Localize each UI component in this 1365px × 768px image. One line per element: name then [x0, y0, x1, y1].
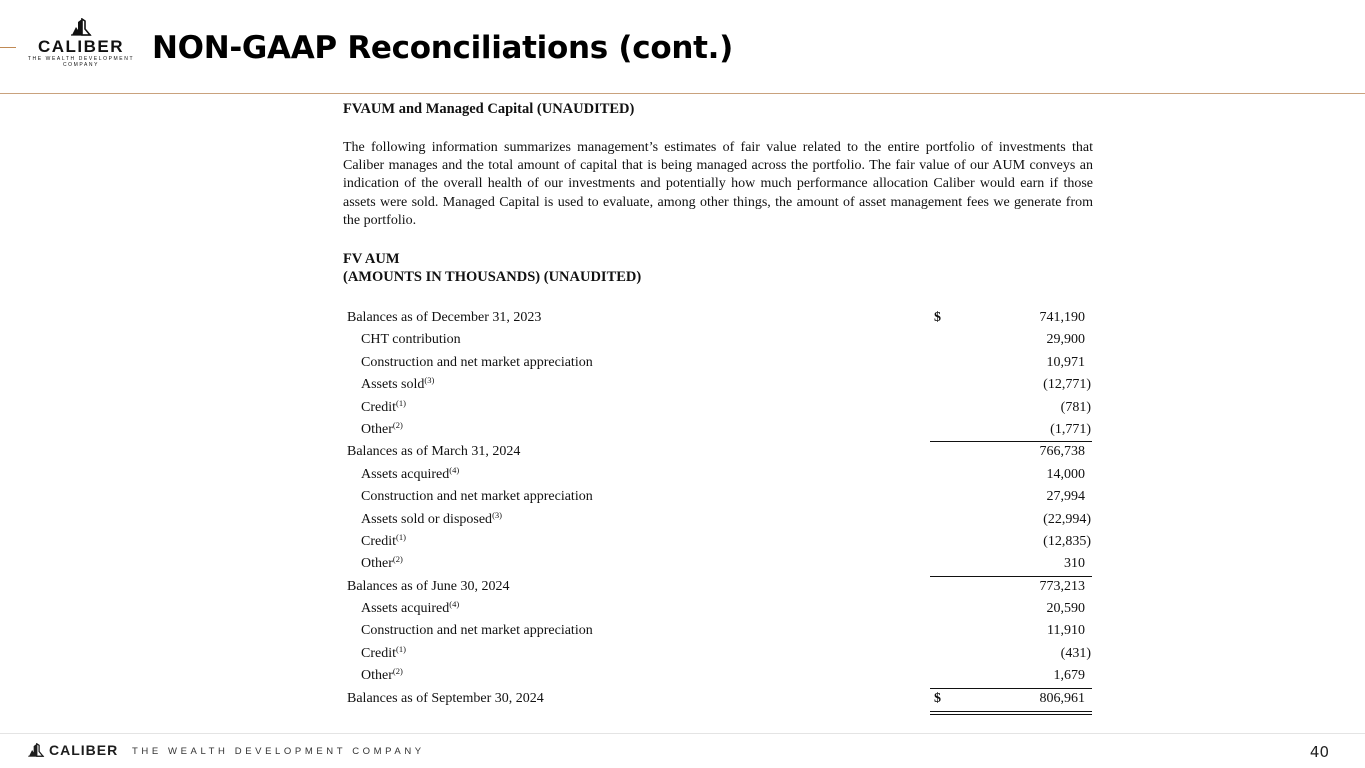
row-label — [361, 623, 593, 639]
row-label — [347, 444, 520, 460]
row-value: 1,679 — [1053, 668, 1085, 684]
footnote-marker: (1) — [396, 397, 406, 408]
row-label-text: Balances as of June 30, 2024 — [347, 578, 510, 594]
table-row — [343, 397, 1093, 419]
footnote-marker: (2) — [392, 419, 403, 430]
table-row — [343, 598, 1093, 620]
table-row — [343, 329, 1093, 351]
page-title: NON-GAAP Reconciliations (cont.) — [152, 30, 733, 66]
subtotal-rule — [930, 576, 1092, 577]
row-value: (1,771) — [1050, 421, 1091, 437]
row-label — [361, 668, 403, 684]
row-label — [361, 509, 502, 528]
footer-wordmark: CALIBER — [49, 742, 119, 758]
logo-tagline: THE WEALTH DEVELOPMENT — [27, 56, 135, 62]
row-label-text: Other — [361, 668, 393, 684]
balance-row — [343, 688, 1093, 710]
section-title: FVAUM and Managed Capital (UNAUDITED) — [343, 101, 635, 117]
header-divider — [0, 93, 1365, 94]
row-value: (12,835) — [1043, 533, 1091, 549]
row-label-text: Credit — [361, 533, 396, 549]
footnote-marker: (1) — [396, 531, 406, 542]
dollar-sign: $ — [934, 690, 941, 706]
row-label — [361, 643, 406, 662]
row-label — [361, 464, 460, 483]
row-value: (22,994) — [1043, 511, 1091, 527]
row-label-text: CHT contribution — [361, 332, 461, 348]
table-row — [343, 486, 1093, 508]
intro-paragraph: The following information summarizes management’s estimates of fair value related to the entire portfolio of investments that Caliber manages and the total amount of capital that is being managed across the portfolio. The fair value of our AUM conveys an indication of the overall health of our investments and potentially how much performance allocation Caliber would earn if those assets were sold. Managed Capital is used to evaluate, among other things, the amount of asset management fees we generate from the portfolio. — [343, 140, 1093, 228]
footnote-marker: (3) — [492, 509, 502, 520]
footer-divider — [0, 733, 1365, 734]
row-value: 741,190 — [1039, 310, 1085, 325]
row-value: 10,971 — [1046, 354, 1085, 370]
row-label — [361, 355, 593, 371]
table-row — [343, 509, 1093, 531]
footnote-marker: (2) — [392, 554, 403, 565]
footnote-marker: (1) — [396, 643, 406, 654]
row-label-text: Assets sold — [361, 377, 425, 393]
fv-aum-table — [343, 307, 1093, 710]
table-row — [343, 419, 1093, 441]
balance-row — [343, 307, 1093, 329]
table-subtitle: (AMOUNTS IN THOUSANDS) (UNAUDITED) — [343, 269, 642, 286]
row-label-text: Credit — [361, 399, 396, 415]
row-label — [347, 310, 541, 326]
row-value: 27,994 — [1046, 489, 1085, 505]
row-label-text: Assets acquired — [361, 466, 450, 482]
table-row — [343, 531, 1093, 553]
row-value: 29,900 — [1046, 332, 1085, 348]
row-label-text: Balances as of March 31, 2024 — [347, 444, 521, 460]
table-title: FV AUM — [343, 251, 400, 268]
header-accent-line — [0, 47, 16, 48]
logo-tagline-company: COMPANY — [62, 62, 100, 68]
row-value: (431) — [1060, 645, 1091, 661]
table-row — [343, 665, 1093, 687]
row-label-text: Balances as of September 30, 2024 — [347, 690, 544, 706]
table-row — [343, 464, 1093, 486]
table-row — [343, 374, 1093, 396]
row-label — [361, 419, 403, 438]
caliber-building-icon — [70, 18, 92, 36]
row-label — [361, 377, 434, 393]
row-label-text: Other — [361, 421, 393, 437]
footnote-marker: (3) — [424, 375, 435, 386]
table-row — [343, 352, 1093, 374]
row-label-text: Construction and net market appreciation — [361, 489, 593, 505]
row-value: 806,961 — [1039, 690, 1085, 706]
row-value: 766,738 — [1039, 444, 1085, 460]
dollar-sign: $ — [934, 310, 941, 325]
row-value: 773,213 — [1039, 578, 1085, 594]
row-label — [361, 332, 461, 348]
row-value: 310 — [1064, 556, 1085, 572]
row-label — [347, 579, 510, 595]
table-row — [343, 553, 1093, 575]
subtotal-rule — [930, 441, 1092, 442]
document-body — [343, 100, 1093, 287]
subtotal-rule — [930, 688, 1092, 689]
total-double-rule — [930, 711, 1092, 712]
page-number: 40 — [1309, 743, 1329, 761]
row-value: 11,910 — [1047, 623, 1085, 639]
row-value: 20,590 — [1046, 601, 1085, 617]
row-label-text: Assets acquired — [361, 601, 450, 617]
row-label — [361, 489, 593, 505]
footnote-marker: (2) — [392, 666, 403, 677]
footer-tagline: THE WEALTH DEVELOPMENT COMPANY — [132, 746, 425, 757]
caliber-logo — [22, 18, 140, 68]
total-double-rule — [930, 714, 1092, 715]
row-label — [361, 601, 459, 617]
footnote-marker: (4) — [449, 599, 460, 610]
row-label-text: Construction and net market appreciation — [361, 354, 593, 370]
table-row — [343, 620, 1093, 642]
row-label — [361, 397, 406, 416]
footer-building-icon — [27, 743, 45, 757]
row-label-text: Construction and net market appreciation — [361, 623, 593, 639]
row-label-text: Assets sold or disposed — [361, 511, 493, 527]
row-label — [361, 556, 403, 572]
row-label — [361, 531, 406, 550]
balance-row — [343, 576, 1093, 598]
row-label-text: Credit — [361, 645, 396, 661]
footnote-marker: (4) — [449, 464, 460, 475]
row-label — [347, 691, 544, 707]
logo-wordmark: CALIBER — [37, 37, 125, 56]
row-value: 14,000 — [1046, 466, 1085, 482]
row-label-text: Balances as of December 31, 2023 — [347, 310, 542, 325]
row-label-text: Other — [361, 556, 393, 572]
row-value: (12,771) — [1043, 377, 1091, 393]
row-value: (781) — [1060, 399, 1091, 415]
table-row — [343, 643, 1093, 665]
balance-row — [343, 441, 1093, 463]
